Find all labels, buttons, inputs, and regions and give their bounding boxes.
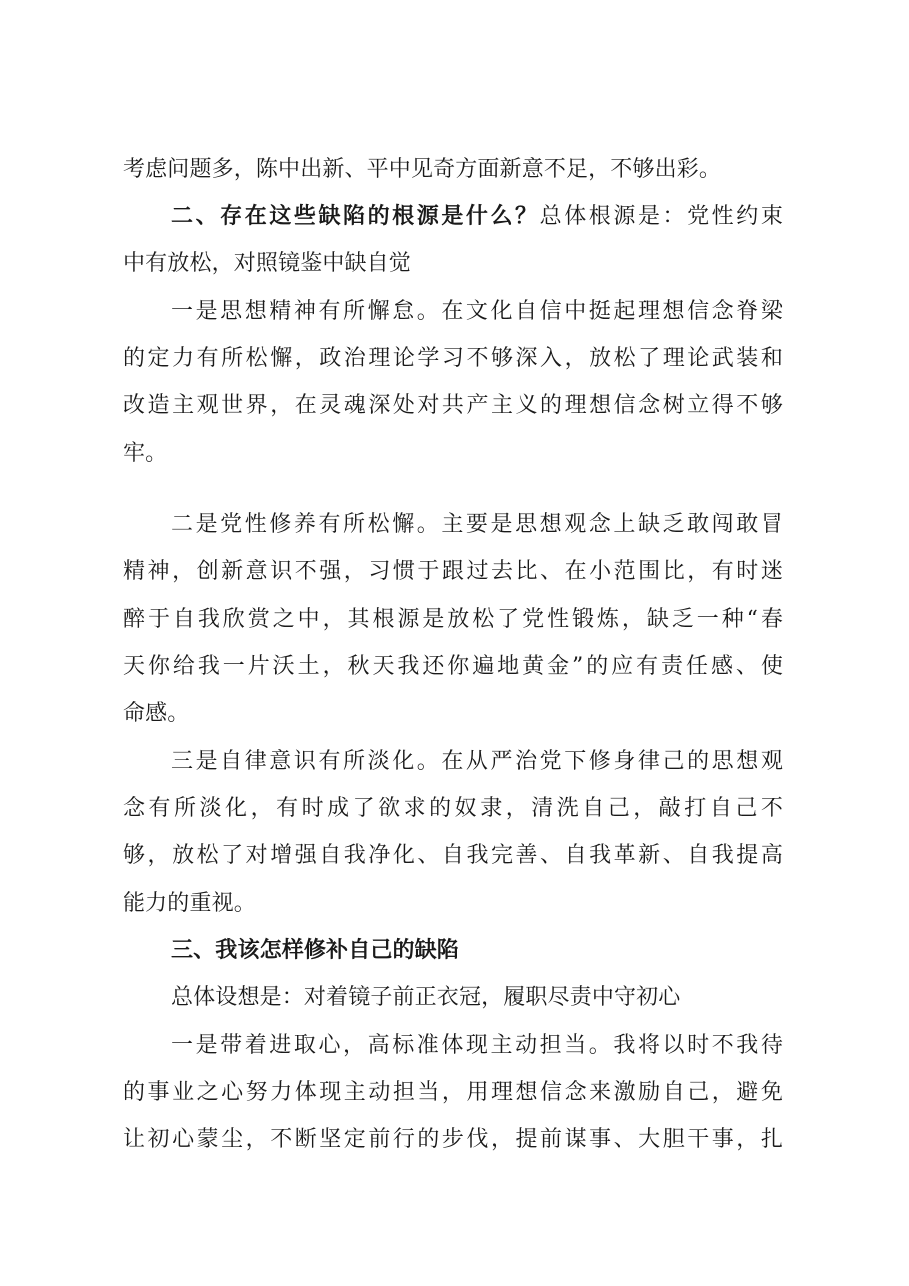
paragraph-lead: 一是带着进取心，高标准体现主动担当。 (171, 1033, 614, 1058)
line-wrap (171, 505, 783, 545)
section-heading-line (171, 931, 909, 971)
line-text: 天你给我一片沃土，秋天我还你遍地黄金”的应有责任感、使 (123, 654, 783, 679)
line-text: 醉于自我欣赏之中，其根源是放松了党性锻炼，缺乏一种“春 (123, 607, 783, 632)
text-line (123, 1120, 909, 1160)
section-heading-line (171, 197, 909, 237)
text-line (123, 647, 909, 687)
line-text: 总体根源是：党性约束 (539, 204, 783, 229)
section-heading: 二、存在这些缺陷的根源是什么？ (171, 204, 540, 229)
paragraph-lead: 三是自律意识有所淡化。 (171, 749, 442, 774)
line-text: 考虑问题多，陈中出新、平中见奇方面新意不足，不够出彩。 (123, 157, 722, 182)
line-text: 精神，创新意识不强，习惯于跟过去比、在小范围比，有时迷 (123, 559, 783, 584)
text-line (123, 836, 909, 876)
line-wrap (171, 1026, 783, 1066)
line-text: 改造主观世界，在灵魂深处对共产主义的理想信念树立得不够 (123, 393, 783, 418)
section-heading: 三、我该怎样修补自己的缺陷 (171, 938, 459, 963)
text-line (123, 150, 909, 190)
line-wrap (171, 197, 783, 237)
line-text: 的定力有所松懈，政治理论学习不够深入，放松了理论武装和 (123, 346, 783, 371)
text-line (123, 789, 909, 829)
text-line (123, 694, 909, 734)
line-text: 能力的重视。 (123, 891, 256, 916)
line-text: 够，放松了对增强自我净化、自我完善、自我革新、自我提高 (123, 843, 783, 868)
line-text: 命感。 (123, 701, 190, 726)
line-text: 中有放松，对照镜鉴中缺自觉 (123, 251, 411, 276)
line-text: 总体设想是：对着镜子前正衣冠，履职尽责中守初心 (171, 985, 681, 1010)
text-line (123, 434, 909, 474)
text-line (123, 884, 909, 924)
paragraph-start-line (171, 742, 909, 782)
line-text: 我将以时不我待 (613, 1033, 783, 1058)
text-line (123, 244, 909, 284)
text-line (123, 600, 909, 640)
paragraph-lead: 一是思想精神有所懈怠。 (171, 299, 442, 324)
line-text: 在文化自信中挺起理想信念脊梁 (441, 299, 783, 324)
line-text: 主要是思想观念上缺乏敢闯敢冒 (441, 512, 783, 537)
text-line (123, 552, 909, 592)
line-text: 牢。 (123, 441, 168, 466)
paragraph-start-line (171, 292, 909, 332)
paragraph-start-line (171, 505, 909, 545)
text-line (123, 386, 909, 426)
text-line (123, 339, 909, 379)
line-text: 念有所淡化，有时成了欲求的奴隶，清洗自己，敲打自己不 (123, 796, 783, 821)
line-wrap (171, 292, 783, 332)
line-text: 在从严治党下修身律己的思想观 (441, 749, 783, 774)
line-wrap (171, 742, 783, 782)
paragraph-lead: 二是党性修养有所松懈。 (171, 512, 442, 537)
paragraph-start-line (171, 1026, 909, 1066)
text-line (171, 978, 909, 1018)
line-text: 让初心蒙尘，不断坚定前行的步伐，提前谋事、大胆干事，扎 (123, 1127, 783, 1152)
line-text: 的事业之心努力体现主动担当，用理想信念来激励自己，避免 (123, 1080, 783, 1105)
text-line (123, 1073, 909, 1113)
